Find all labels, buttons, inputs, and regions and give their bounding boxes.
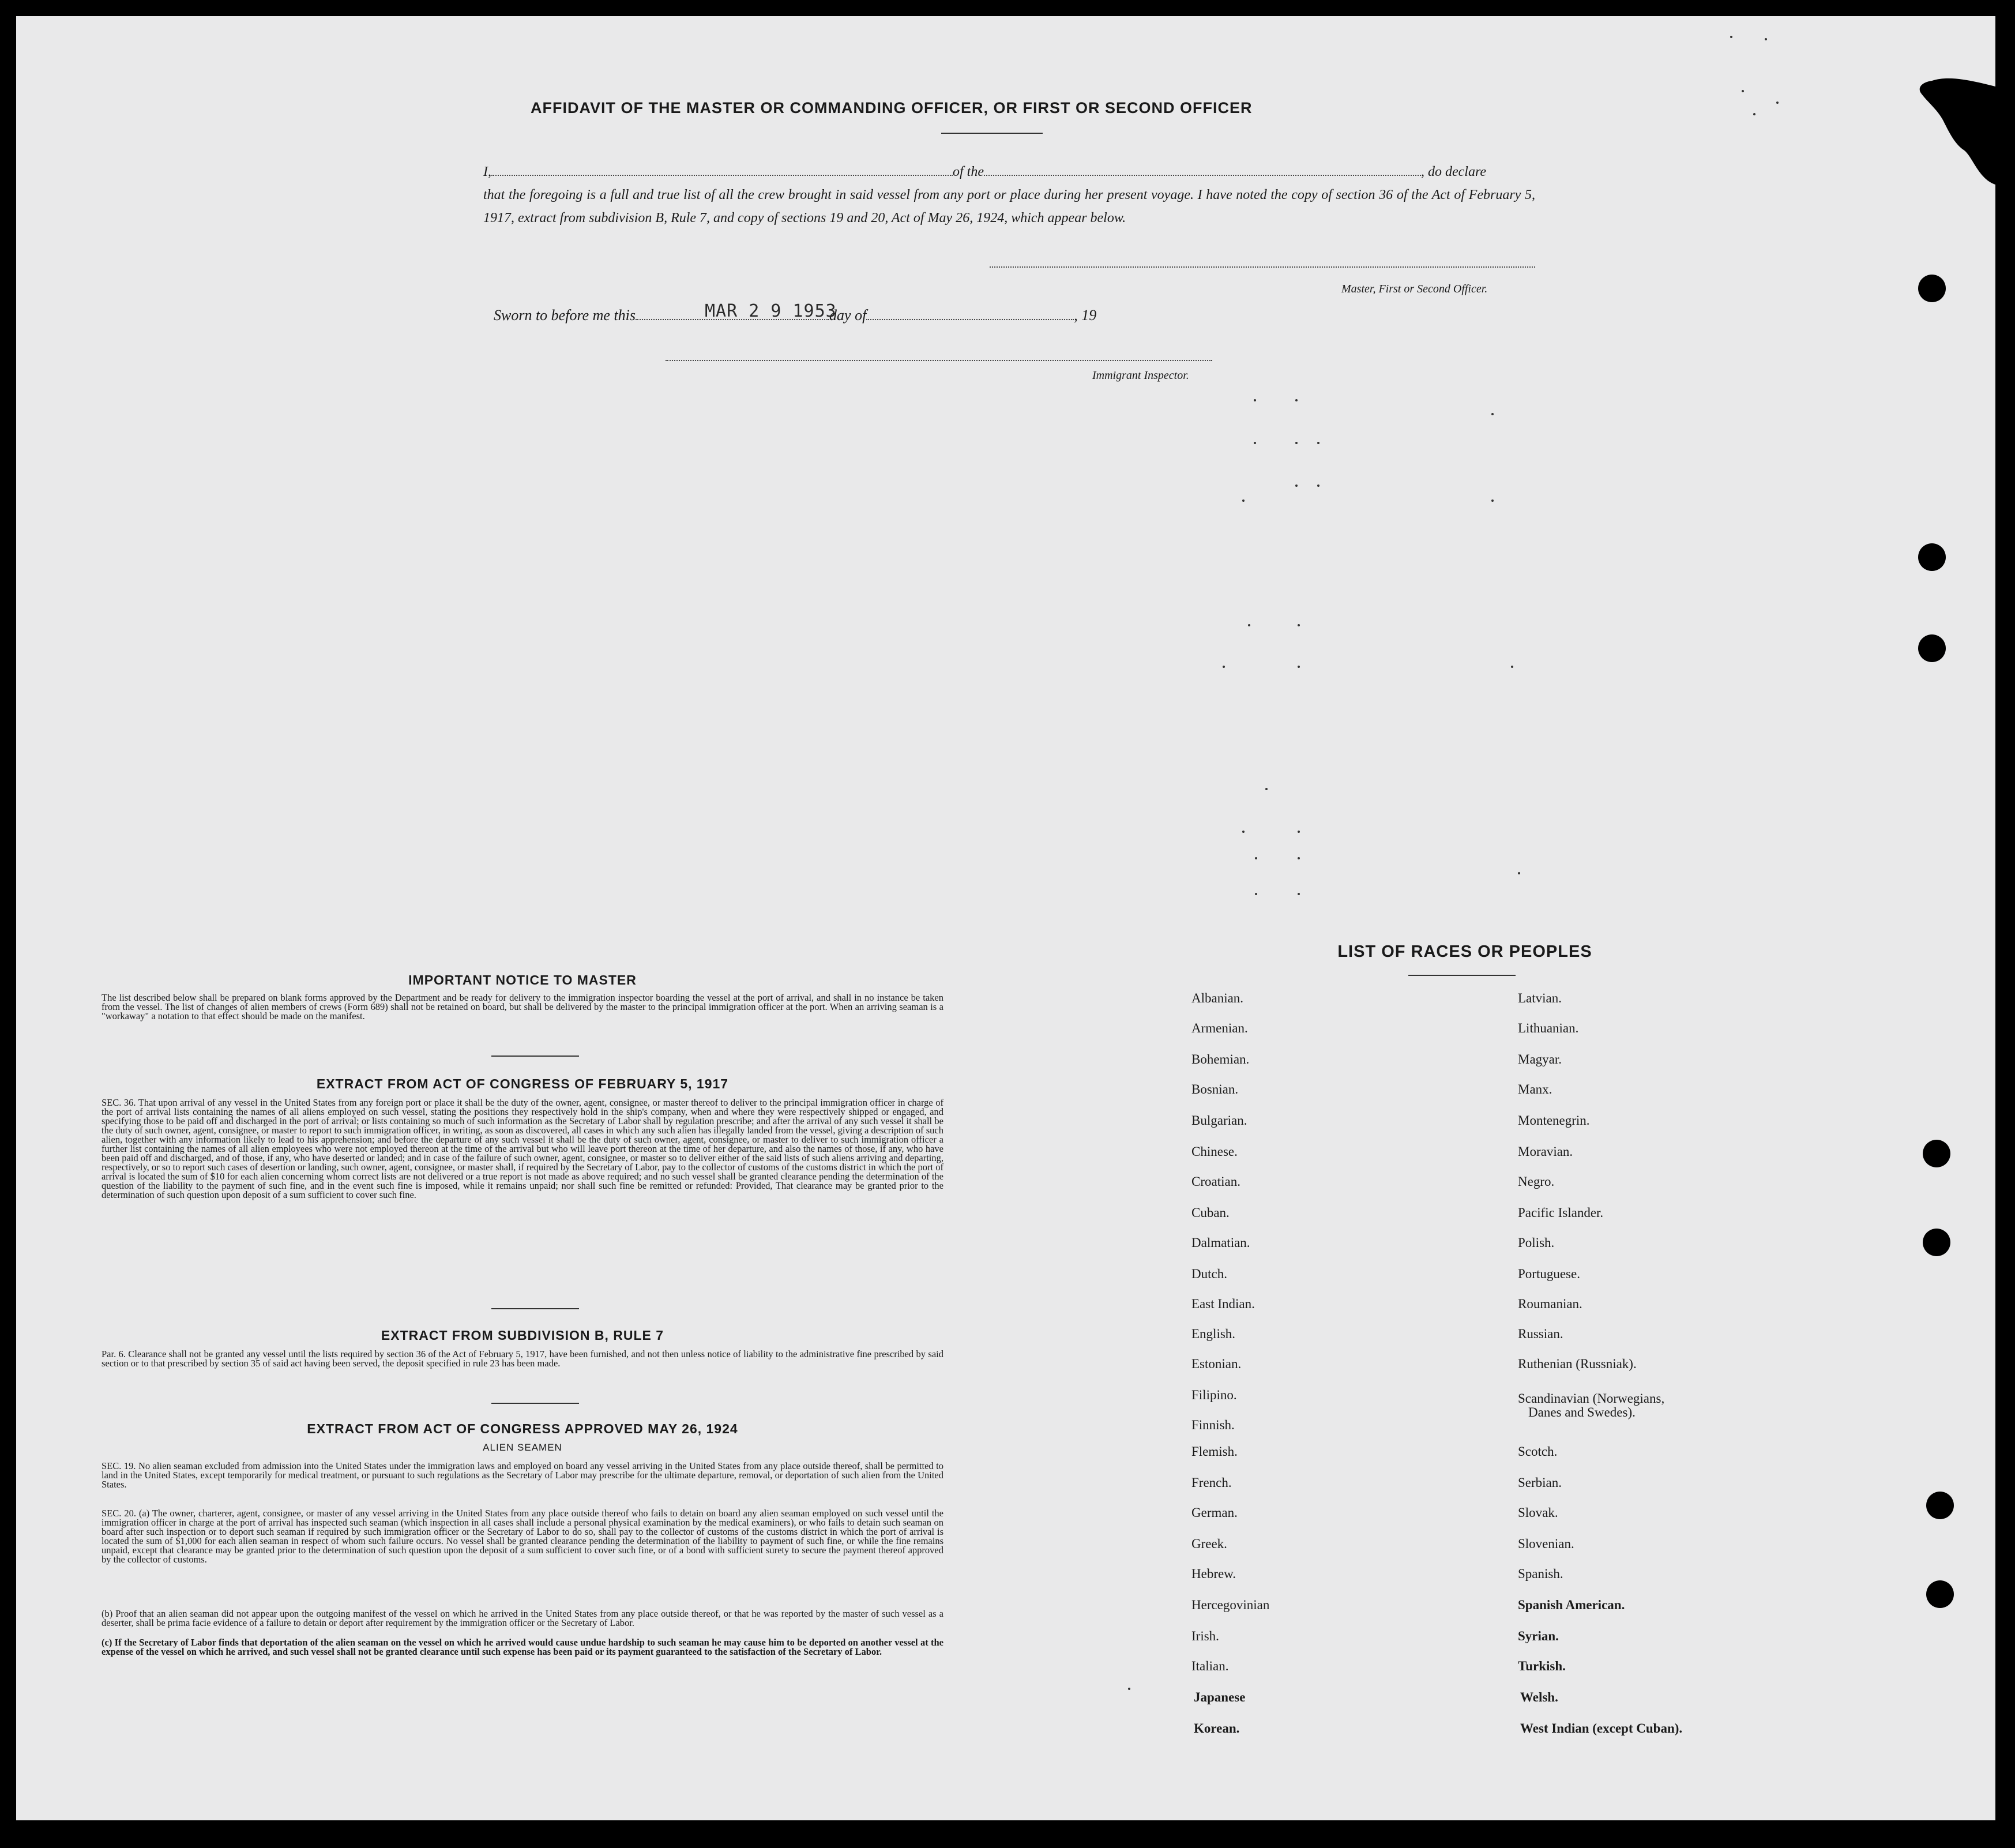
race-left-7: Cuban. bbox=[1191, 1205, 1230, 1220]
speck bbox=[1298, 857, 1300, 859]
speck bbox=[1298, 624, 1300, 626]
alien-seamen-subtitle: ALIEN SEAMEN bbox=[483, 1442, 562, 1453]
race-right-17: Slovak. bbox=[1518, 1505, 1558, 1520]
affidavit-declaration: that the foregoing is a full and true list of all the crew brought in said vessel from any port or place during her present voyage. I have noted the copy of section 36 of the Act of February 5, 1917, extract from subdivision B, Rule 7, and copy of sections 19 and 20, Act of May 26, 1924, which appear below. bbox=[483, 187, 1535, 226]
race-right-8: Polish. bbox=[1518, 1235, 1555, 1250]
race-right-9: Portuguese. bbox=[1518, 1267, 1580, 1281]
punch-hole bbox=[1926, 1492, 1954, 1519]
race-right-7: Pacific Islander. bbox=[1518, 1205, 1604, 1220]
speck bbox=[1298, 666, 1300, 668]
speck bbox=[1254, 399, 1256, 401]
race-right-15: Scotch. bbox=[1518, 1444, 1558, 1459]
race-left-8: Dalmatian. bbox=[1191, 1235, 1250, 1250]
speck bbox=[1317, 442, 1319, 444]
rule7-text: Par. 6. Clearance shall not be granted any vessel until the lists required by section 36 of the Act of February 5, 1917, have been furnished, and not then unless notice of liability to the administrative fine prescribed by said section or to that prescribed by section 35 of said act having been served, the deposit specified in rule 23 has been made. bbox=[101, 1349, 943, 1369]
race-left-16: French. bbox=[1191, 1475, 1232, 1490]
speck bbox=[1255, 893, 1257, 895]
race-right-20: Spanish American. bbox=[1518, 1598, 1625, 1612]
speck bbox=[1295, 442, 1298, 444]
speck bbox=[1265, 788, 1268, 790]
race-right-21: Syrian. bbox=[1518, 1629, 1559, 1643]
inspector-caption: Immigrant Inspector. bbox=[1092, 369, 1189, 382]
race-right-5: Moravian. bbox=[1518, 1144, 1573, 1159]
extract-1924-sec20a: SEC. 20. (a) The owner, charterer, agent, consignee, or master of any vessel arriving in the United States from any place outside thereof who fails to detain on board any alien seaman employed on such vessel until the immigration officer in charge at the port of arrival has inspected such seaman (which inspection in all cases shall include a personal physical examination by the medical examiners), or who fails to detain such seaman on board after such inspection or to deport such seaman if required by such immigration officer or the Secretary of Labor to do so, shall pay to the collector of customs of the customs district in which the port of arrival is located the sum of $1,000 for each alien seaman in respect of whom such failure occurs. No vessel shall be granted clearance pending the determination of the liability to payment of such fine, or while the fine remains unpaid, except that clearance may be granted prior to the determination of such question upon the deposit of a sum sufficient to cover such fine, or of a bond with sufficient surety to secure the payment thereof approved by the collector of customs. bbox=[101, 1508, 943, 1565]
race-left-19: Hebrew. bbox=[1191, 1567, 1236, 1581]
race-left-22: Italian. bbox=[1191, 1659, 1229, 1673]
title-divider bbox=[941, 133, 1043, 134]
year-prefix: , 19 bbox=[1074, 307, 1097, 324]
speck bbox=[1254, 442, 1256, 444]
race-right-13: Scandinavian (Norwegians, bbox=[1518, 1391, 1665, 1406]
race-right-18: Slovenian. bbox=[1518, 1537, 1574, 1551]
race-left-21: Irish. bbox=[1191, 1629, 1219, 1643]
speck bbox=[1242, 499, 1245, 502]
affidavit-body bbox=[483, 160, 1535, 230]
race-left-12: Estonian. bbox=[1191, 1357, 1242, 1371]
race-right-12: Ruthenian (Russniak). bbox=[1518, 1357, 1637, 1371]
speck bbox=[1765, 38, 1767, 40]
speck bbox=[1776, 102, 1779, 104]
race-right-14: Danes and Swedes). bbox=[1528, 1405, 1636, 1419]
notice-title: IMPORTANT NOTICE TO MASTER bbox=[408, 972, 637, 987]
speck bbox=[1518, 872, 1520, 874]
race-right-2: Magyar. bbox=[1518, 1052, 1562, 1066]
of-the-label: of the bbox=[953, 164, 984, 179]
vessel-field[interactable] bbox=[984, 164, 1421, 176]
affidavit-title: AFFIDAVIT OF THE MASTER OR COMMANDING OFFICER, OR FIRST OR SECOND OFFICER bbox=[531, 99, 1253, 117]
race-right-24: West Indian (except Cuban). bbox=[1520, 1721, 1683, 1736]
race-left-10: East Indian. bbox=[1191, 1297, 1255, 1311]
race-left-3: Bosnian. bbox=[1191, 1082, 1239, 1096]
race-right-4: Montenegrin. bbox=[1518, 1113, 1590, 1128]
punch-hole bbox=[1926, 1580, 1954, 1608]
race-right-23: Welsh. bbox=[1520, 1690, 1558, 1704]
race-right-16: Serbian. bbox=[1518, 1475, 1562, 1490]
race-left-9: Dutch. bbox=[1191, 1267, 1227, 1281]
race-left-15: Flemish. bbox=[1191, 1444, 1238, 1459]
day-of-label: day of bbox=[829, 307, 867, 324]
race-left-17: German. bbox=[1191, 1505, 1238, 1520]
race-left-1: Armenian. bbox=[1191, 1021, 1248, 1035]
race-right-6: Negro. bbox=[1518, 1174, 1555, 1189]
speck bbox=[1298, 893, 1300, 895]
race-left-18: Greek. bbox=[1191, 1537, 1227, 1551]
race-left-0: Albanian. bbox=[1191, 991, 1244, 1005]
date-stamp: MAR 2 9 1953 bbox=[705, 301, 837, 321]
race-left-13: Filipino. bbox=[1191, 1388, 1237, 1402]
speck bbox=[1753, 113, 1755, 115]
race-left-20: Hercegovinian bbox=[1191, 1598, 1270, 1612]
punch-hole bbox=[1918, 275, 1946, 302]
punch-hole bbox=[1918, 634, 1946, 662]
inspector-signature-line[interactable] bbox=[666, 360, 1212, 361]
speck bbox=[1491, 499, 1494, 502]
race-left-4: Bulgarian. bbox=[1191, 1113, 1247, 1128]
race-left-2: Bohemian. bbox=[1191, 1052, 1250, 1066]
punch-hole bbox=[1918, 543, 1946, 571]
race-right-1: Lithuanian. bbox=[1518, 1021, 1579, 1035]
races-title: LIST OF RACES OR PEOPLES bbox=[1337, 942, 1592, 961]
i-label: I, bbox=[483, 164, 491, 179]
speck bbox=[1242, 831, 1245, 833]
race-right-0: Latvian. bbox=[1518, 991, 1562, 1005]
extract-1917-title: EXTRACT FROM ACT OF CONGRESS OF FEBRUARY 5, 1917 bbox=[316, 1076, 729, 1091]
race-left-24: Korean. bbox=[1194, 1721, 1240, 1736]
extract-1924-title: EXTRACT FROM ACT OF CONGRESS APPROVED MAY 26, 1924 bbox=[307, 1421, 738, 1436]
speck bbox=[1742, 90, 1744, 92]
do-declare-label: , do declare bbox=[1421, 164, 1487, 179]
speck bbox=[1248, 624, 1250, 626]
race-left-14: Finnish. bbox=[1191, 1418, 1235, 1432]
name-field[interactable] bbox=[491, 164, 953, 176]
extract-1924-sec19: SEC. 19. No alien seaman excluded from admission into the United States under the immigration laws and employed on board any vessel arriving in the United States from any place outside thereof, shall be permitted to land in the United States, except temporarily for medical treatment, or pursuant to such regulations as the Secretary of Labor may prescribe for the ultimate departure, removal, or deportation of such alien from the United States. bbox=[101, 1460, 943, 1490]
extract-1924-sec20b: (b) Proof that an alien seaman did not appear upon the outgoing manifest of the vessel on which he arrived in the United States from any place outside thereof, or that he was reported by the master of such vessel as a deserter, shall be prima facie evidence of a failure to detain or deport after requirement by the immigration officer or the Secretary of Labor. bbox=[101, 1608, 943, 1628]
affidavit-first-line bbox=[483, 160, 1535, 183]
notice-divider bbox=[491, 1056, 579, 1057]
speck bbox=[1255, 857, 1257, 859]
race-left-11: English. bbox=[1191, 1327, 1236, 1341]
speck bbox=[1298, 831, 1300, 833]
speck bbox=[1128, 1688, 1130, 1690]
speck bbox=[1223, 666, 1225, 668]
month-field[interactable] bbox=[866, 309, 1074, 320]
race-left-6: Croatian. bbox=[1191, 1174, 1240, 1189]
extract-1917-divider bbox=[491, 1308, 579, 1309]
punch-hole bbox=[1923, 1229, 1950, 1256]
race-right-11: Russian. bbox=[1518, 1327, 1563, 1341]
rule7-title: EXTRACT FROM SUBDIVISION B, RULE 7 bbox=[381, 1328, 664, 1343]
races-divider bbox=[1408, 975, 1516, 976]
master-signature-line[interactable] bbox=[990, 266, 1535, 268]
sworn-label: Sworn to before me this bbox=[494, 307, 636, 324]
speck bbox=[1491, 413, 1494, 415]
punch-hole bbox=[1923, 1140, 1950, 1167]
speck bbox=[1730, 36, 1732, 38]
race-right-19: Spanish. bbox=[1518, 1567, 1563, 1581]
speck bbox=[1511, 666, 1513, 668]
extract-1917-text: SEC. 36. That upon arrival of any vessel in the United States from any foreign port or place it shall be the duty of the owner, agent, consignee, or master thereof to deliver to the principal immigration officer in charge of the port of arrival lists containing the names of all aliens employed on such vessel, stating the positions they respectively hold in the ship's company, when and where they were respectively shipped or engaged, and specifying those to be paid off and discharged in the port of arrival; or lists containing so much of such information as the Secretary of Labor shall by regulation prescribe; and after the arrival of any such vessel it shall be the duty of such owner, agent, consignee, or master to report to such immigration officer, in writing, as soon as discovered, all cases in which any such alien has illegally landed from the vessel, giving a description of such alien, together with any information likely to lead to his apprehension; and before the departure of any such vessel it shall be the duty of such owner, agent, consignee, or master to deliver to such immigration officer a further list containing the names of all alien employees who were not employed thereon at the time of the arrival but who will leave port thereon at the time of her departure, and also the names of those, if any, who have been paid off and discharged, and of those, if any, who have deserted or landed; and in case of the failure of such owner, agent, consignee, or master so to deliver either of the said lists of such aliens arriving and departing, respectively, or so to report such cases of desertion or landing, such owner, agent, consignee, or master shall, if required by the Secretary of Labor, pay to the collector of customs of the customs district in which the port of arrival is located the sum of $10 for each alien concerning whom correct lists are not delivered or a true report is not made as above required; and no such vessel shall be granted clearance pending the determination of the question of the liability to the payment of such fine, and in the event such fine is imposed, while it remains unpaid; nor shall such fine be remitted or refunded: Provided, That clearance may be granted prior to the determination of such question upon deposit of a sum sufficient to cover such fine. bbox=[101, 1097, 943, 1200]
master-caption: Master, First or Second Officer. bbox=[1341, 283, 1488, 295]
extract-1924-sec20c: (c) If the Secretary of Labor finds that deportation of the alien seaman on the vessel on which he arrived would cause undue hardship to such seaman he may cause him to be deported on another vessel at the expense of the vessel on which he arrived, and such vessel shall not be granted clearance until such expense has been paid or its payment guaranteed to the satisfaction of the Secretary of Labor. bbox=[101, 1637, 943, 1657]
race-right-22: Turkish. bbox=[1518, 1659, 1566, 1673]
race-right-10: Roumanian. bbox=[1518, 1297, 1582, 1311]
torn-edge bbox=[1863, 69, 2001, 190]
race-right-3: Manx. bbox=[1518, 1082, 1552, 1096]
notice-text: The list described below shall be prepared on blank forms approved by the Department and be ready for delivery to the immigration inspector boarding the vessel at the port of arrival, and shall in no instance be taken from the vessel. The list of changes of alien members of crews (Form 689) shall not be retained on board, but shall be delivered by the master to the principal immigration officer at the port. When an arriving seaman is a "workaway" a notation to that effect should be made on the manifest. bbox=[101, 992, 943, 1021]
speck bbox=[1295, 399, 1298, 401]
speck bbox=[1295, 484, 1298, 487]
rule7-divider bbox=[491, 1403, 579, 1404]
race-left-23: Japanese bbox=[1194, 1690, 1246, 1704]
speck bbox=[1317, 484, 1319, 487]
race-left-5: Chinese. bbox=[1191, 1144, 1238, 1159]
